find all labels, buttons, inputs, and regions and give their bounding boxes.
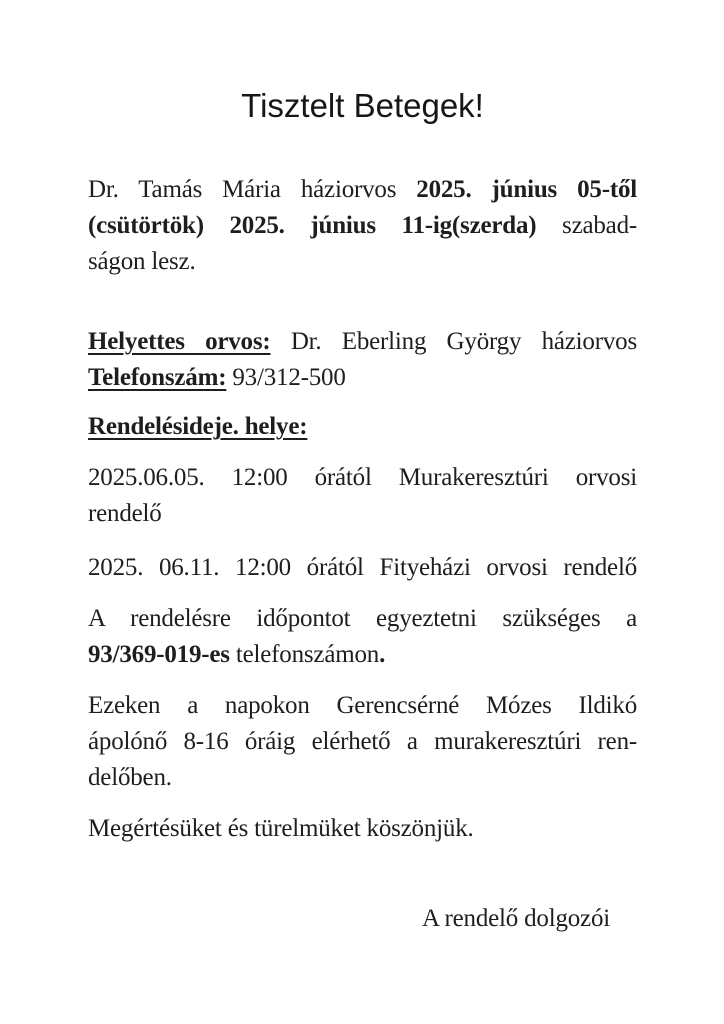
text-run: Helyettes orvos: bbox=[88, 328, 271, 355]
text-run: delőben. bbox=[88, 764, 172, 791]
text-run: szabad- bbox=[536, 212, 637, 239]
paragraph-appointment-info bbox=[88, 601, 637, 673]
paragraph-schedule-murakeresztur bbox=[88, 460, 637, 532]
paragraph-thanks bbox=[88, 811, 637, 847]
text-run: Dr. Tamás Mária háziorvos bbox=[88, 176, 417, 203]
paragraph-vacation-notice bbox=[88, 172, 637, 280]
text-run: 93/369-019-es bbox=[88, 641, 230, 668]
text-run: . bbox=[379, 641, 386, 668]
text-line bbox=[88, 360, 637, 396]
text-run: 2025. 06.11. 12:00 órától Fityeházi orvosi rendelő bbox=[88, 554, 637, 581]
text-run: (csütörtök) 2025. június 11-ig(szerda) bbox=[88, 212, 537, 239]
text-line bbox=[88, 208, 637, 244]
text-line bbox=[88, 637, 637, 673]
paragraph-schedule-heading bbox=[88, 409, 637, 445]
text-run: ságon lesz. bbox=[88, 248, 196, 275]
text-line bbox=[88, 688, 637, 724]
text-run: Rendelésideje. helye: bbox=[88, 413, 308, 440]
text-line bbox=[88, 324, 637, 360]
text-run: Telefonszám: bbox=[88, 364, 227, 391]
text-run: 2025. június 05-től bbox=[416, 176, 637, 203]
text-line bbox=[88, 550, 637, 586]
text-line bbox=[88, 811, 637, 847]
text-run: Dr. Eberling György háziorvos bbox=[270, 328, 637, 355]
notice-body bbox=[88, 172, 637, 847]
text-run: rendelő bbox=[88, 500, 162, 527]
text-line bbox=[88, 724, 637, 760]
text-line bbox=[88, 460, 637, 496]
signature: A rendelő dolgozói bbox=[421, 905, 610, 932]
text-run: telefonszámon bbox=[229, 641, 380, 668]
text-line bbox=[88, 244, 637, 280]
paragraph-nurse-availability bbox=[88, 688, 637, 796]
text-run: Megértésüket és türelmüket köszönjük. bbox=[88, 815, 474, 842]
paragraph-schedule-fityehaz bbox=[88, 550, 637, 586]
text-line bbox=[88, 496, 637, 532]
paragraph-substitute-doctor bbox=[88, 324, 637, 396]
text-run: 2025.06.05. 12:00 órától Murakeresztúri orvosi bbox=[88, 464, 637, 491]
text-line bbox=[88, 601, 637, 637]
text-run: ápolónő 8-16 óráig elérhető a murakeresztúri ren- bbox=[88, 728, 637, 755]
page-title: Tisztelt Betegek! bbox=[241, 87, 484, 124]
text-run: 93/312-500 bbox=[226, 364, 346, 391]
text-run: A rendelésre időpontot egyeztetni szükséges a bbox=[88, 605, 637, 632]
text-line bbox=[88, 409, 637, 445]
text-line bbox=[88, 760, 637, 796]
text-run: Ezeken a napokon Gerencsérné Mózes Ildikó bbox=[88, 692, 637, 719]
text-line bbox=[88, 172, 637, 208]
